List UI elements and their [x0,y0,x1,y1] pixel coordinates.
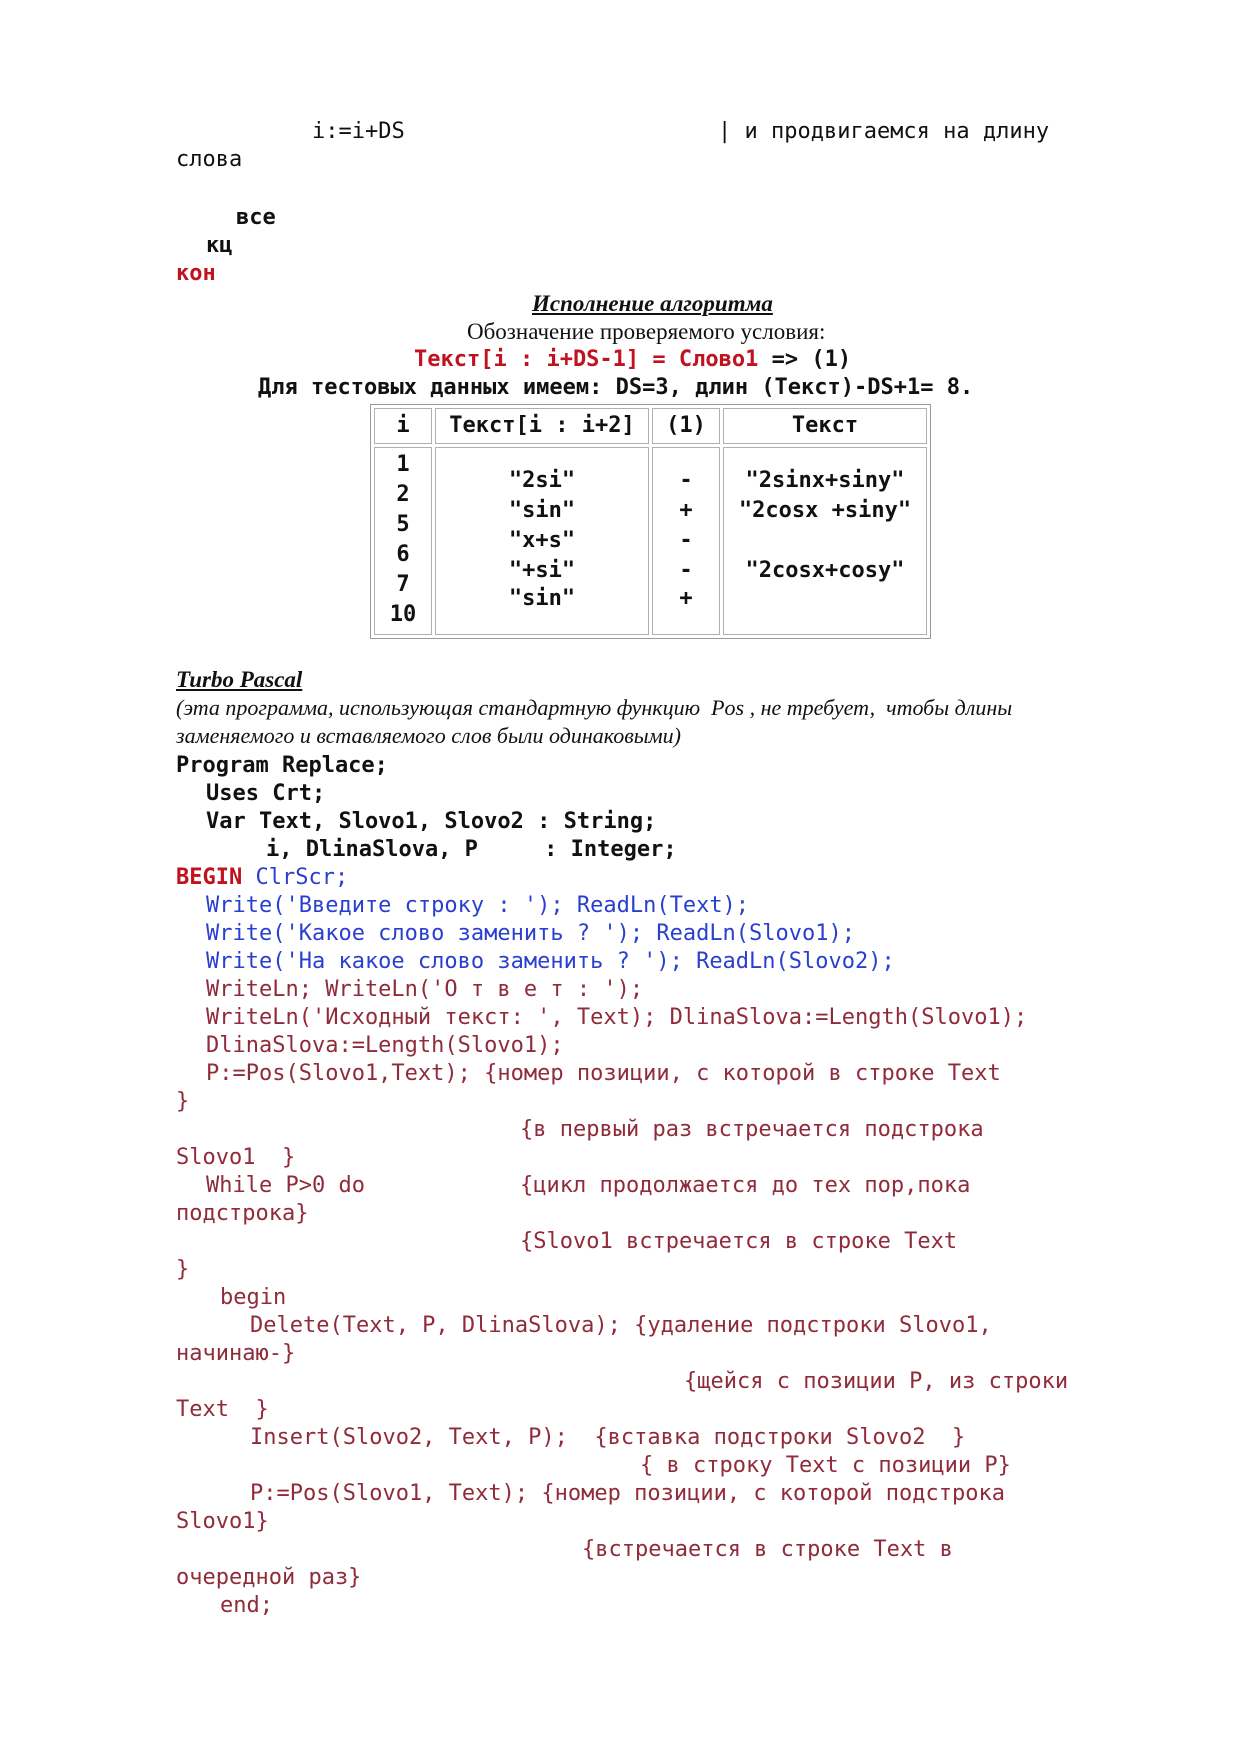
algo-kc: кц [206,233,233,258]
trace-header-condition: (1) [652,408,720,444]
trace-i-value: 2 [396,482,410,507]
code-line-while-comment: {цикл продолжается до тех пор,пока [520,1173,971,1198]
trace-substring: "+si" [508,558,576,583]
trace-i-value: 10 [389,602,417,627]
code-line-comment: {в первый раз встречается подстрока [520,1117,984,1142]
code-line-pos-loop: P:=Pos(Slovo1, Text); {номер позиции, с которой подстрока [250,1481,1005,1506]
code-clrscr: ClrScr; [255,865,349,890]
trace-result: - [679,528,693,553]
condition-ref: => (1) [771,347,852,372]
trace-table [370,404,931,639]
code-line-while: While P>0 do [206,1173,365,1198]
trace-result: + [679,586,693,611]
code-line-var-cont: i, DlinaSlova, P : Integer; [266,837,677,862]
trace-substring: "sin" [508,586,576,611]
code-line-begin [176,864,348,892]
trace-i-value: 5 [396,512,410,537]
trace-col-i [374,447,432,635]
code-line-var: Var Text, Slovo1, Slovo2 : String; [206,809,657,834]
trace-col-substring [435,447,649,635]
algo-kon: кон [176,261,216,286]
trace-header-text: Текст [723,408,927,444]
trace-substring: "sin" [508,498,576,523]
algo-vse: все [236,205,276,230]
algo-step: i:=i+DS [312,119,405,144]
trace-i-value: 7 [396,572,410,597]
code-line-delete: Delete(Text, P, DlinaSlova); {удаление подстроки Slovo1, [250,1313,992,1338]
code-line-write-slovo2: Write('На какое слово заменить ? '); ReadLn(Slovo2); [206,949,895,974]
code-line-length: DlinaSlova:=Length(Slovo1); [206,1033,564,1058]
code-line-brace: } [176,1089,190,1114]
condition-label: Обозначение проверяемого условия: [467,319,826,344]
trace-header-i: i [374,408,432,444]
trace-substring: "2si" [508,468,576,493]
code-line-writeln-source: WriteLn('Исходный текст: ', Text); DlinaSlova:=Length(Slovo1); [206,1005,1028,1030]
algo-comment-cont: слова [176,147,243,172]
code-line-loop-end: end; [220,1593,273,1618]
trace-i-value: 1 [396,452,410,477]
trace-result: + [679,498,693,523]
code-line-insert: Insert(Slovo2, Text, P); {вставка подстроки Slovo2 } [250,1425,966,1450]
code-line-pos: P:=Pos(Slovo1,Text); {номер позиции, с которой в строке Text [206,1061,1001,1086]
trace-result: - [679,558,693,583]
code-line-loop-begin: begin [220,1285,287,1310]
code-line-write-text: Write('Введите строку : '); ReadLn(Text); [206,893,750,918]
code-line-comment-cont: Text } [176,1397,269,1422]
code-line-insert-comment-cont: { в строку Text с позиции P} [640,1453,1011,1478]
trace-col-text [723,447,927,635]
trace-i-value: 6 [396,542,410,567]
condition-expr: Текст[i : i+DS-1] = Слово1 [414,347,759,372]
trace-header-substring: Текст[i : i+2] [435,408,649,444]
pascal-note-cont: заменяемого и вставляемого слов были одинаковыми) [176,723,682,748]
trace-text: "2cosx+cosy" [745,558,905,583]
code-line-comment: {щейся с позиции P, из строки [684,1369,1069,1394]
code-line-while-comment-cont: подстрока} [176,1201,309,1226]
pascal-heading: Turbo Pascal [176,667,303,692]
trace-header-row [374,408,927,444]
code-line-comment: {встречается в строке Text в [582,1537,953,1562]
code-line-pos-comment-cont: Slovo1} [176,1509,269,1534]
code-line-brace: } [176,1257,190,1282]
code-line-comment-cont: Slovo1 } [176,1145,296,1170]
execution-title: Исполнение алгоритма [532,291,773,316]
pascal-note: (эта программа, использующая стандартную функцию Pos , не требует, чтобы длины [176,695,1013,720]
trace-text: "2cosx +siny" [738,498,912,523]
trace-col-condition [652,447,720,635]
code-line-comment: {Slovo1 встречается в строке Text [520,1229,958,1254]
code-line-comment-cont: очередной раз} [176,1565,362,1590]
trace-text: "2sinx+siny" [745,468,905,493]
code-line-write-slovo1: Write('Какое слово заменить ? '); ReadLn(Slovo1); [206,921,856,946]
code-line-delete-comment-cont: начинаю-} [176,1341,296,1366]
code-line-uses: Uses Crt; [206,781,326,806]
condition-line [414,346,851,374]
trace-body-row [374,447,927,635]
trace-substring: "x+s" [508,528,576,553]
algo-comment: | и продвигаемся на длину [718,119,1050,144]
code-begin-keyword: BEGIN [176,865,243,890]
trace-result: - [679,468,693,493]
test-data-line: Для тестовых данных имеем: DS=3, длин (Текст)-DS+1= 8. [258,375,974,400]
code-line-writeln-answer: WriteLn; WriteLn('О т в е т : '); [206,977,644,1002]
code-line-program: Program Replace; [176,753,388,778]
